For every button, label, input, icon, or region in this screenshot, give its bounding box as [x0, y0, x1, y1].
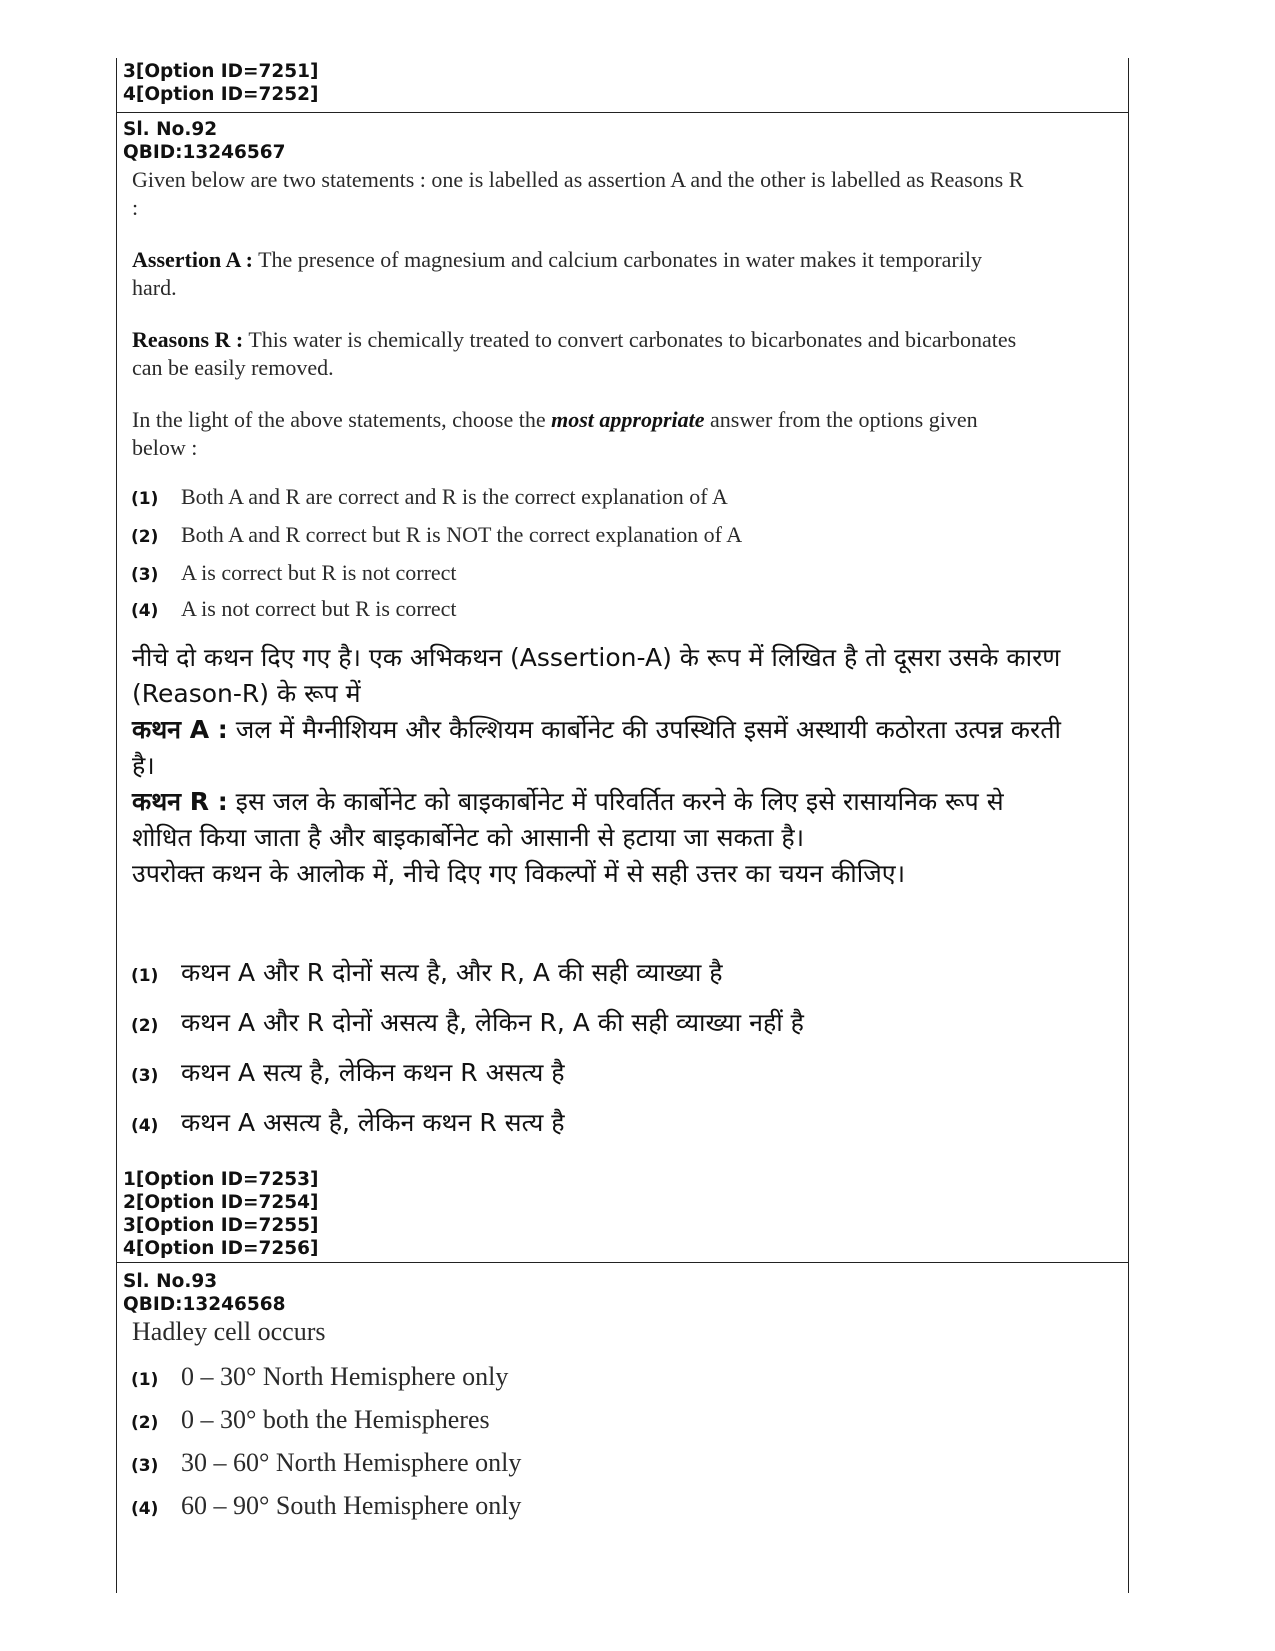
option-text: कथन A और R दोनों असत्य है, लेकिन R, A की सही व्याख्या नहीं है — [181, 1008, 804, 1037]
q93-option-4 — [131, 1491, 521, 1521]
option-id: 1[Option ID=7253] — [123, 1169, 319, 1190]
option-number: (1) — [131, 966, 159, 986]
option-text: 30 – 60° North Hemisphere only — [181, 1448, 522, 1477]
assertion-label: Assertion A : — [132, 247, 253, 272]
q92-assertion — [132, 246, 1032, 302]
serial-number: Sl. No.93 — [123, 1271, 218, 1292]
q92-option-en-1 — [131, 484, 728, 510]
option-number: (3) — [131, 1066, 159, 1086]
q92-option-hi-2 — [131, 1005, 804, 1039]
option-number: (3) — [131, 565, 159, 585]
option-id: 3[Option ID=7255] — [123, 1215, 319, 1236]
option-number: (4) — [131, 1499, 159, 1519]
instruction-text: In the light of the above statements, choose the — [132, 407, 552, 432]
q93-header — [123, 1270, 285, 1316]
divider — [116, 112, 1129, 113]
option-number: (4) — [131, 1116, 159, 1136]
option-text: 60 – 90° South Hemisphere only — [181, 1491, 522, 1520]
option-id: 4[Option ID=7252] — [123, 84, 319, 105]
q92-reason — [132, 326, 1032, 382]
serial-number: Sl. No.92 — [123, 119, 218, 140]
q92-option-hi-4 — [131, 1105, 565, 1139]
option-id: 4[Option ID=7256] — [123, 1238, 319, 1259]
option-text: Both A and R correct but R is NOT the correct explanation of A — [181, 522, 743, 547]
q92-option-en-4 — [131, 596, 457, 622]
option-text: कथन A सत्य है, लेकिन कथन R असत्य है — [181, 1058, 565, 1087]
option-text: कथन A और R दोनों सत्य है, और R, A की सही व्याख्या है — [181, 958, 723, 987]
q93-option-2 — [131, 1405, 490, 1435]
q92-header — [123, 118, 285, 164]
option-number: (2) — [131, 527, 159, 547]
q92-option-hi-1 — [131, 955, 723, 989]
hindi-instruction: उपरोक्त कथन के आलोक में, नीचे दिए गए विकल्पों में से सही उत्तर का चयन कीजिए। — [132, 859, 906, 888]
top-option-ids — [123, 60, 319, 106]
question-bank-id: QBID:13246568 — [123, 1294, 286, 1315]
instruction-text-end: answer from the options given below : — [132, 407, 978, 460]
reason-text: This water is chemically treated to convert carbonates to bicarbonates and bicarbonates can be easily removed. — [132, 327, 1017, 380]
q92-option-en-2 — [131, 522, 742, 548]
option-number: (3) — [131, 1456, 159, 1476]
option-text: कथन A असत्य है, लेकिन कथन R सत्य है — [181, 1108, 565, 1137]
hindi-reason — [132, 784, 1062, 856]
q92-option-ids — [123, 1168, 319, 1260]
hindi-assertion-text: जल में मैग्नीशियम और कैल्शियम कार्बोनेट की उपस्थिति इसमें अस्थायी कठोरता उत्पन्न करती है। — [132, 715, 1061, 780]
hindi-intro: नीचे दो कथन दिए गए है। एक अभिकथन (Assertion-A) के रूप में लिखित है तो दूसरा उसके कारण (Reason-R) के रूप में — [132, 643, 1061, 708]
assertion-text: The presence of magnesium and calcium carbonates in water makes it temporarily hard. — [132, 247, 982, 300]
q93-option-3 — [131, 1448, 521, 1478]
reason-label: Reasons R : — [132, 327, 244, 352]
option-text: 0 – 30° North Hemisphere only — [181, 1362, 509, 1391]
option-number: (1) — [131, 1370, 159, 1390]
question-bank-id: QBID:13246567 — [123, 142, 286, 163]
option-number: (2) — [131, 1016, 159, 1036]
q92-option-hi-3 — [131, 1055, 565, 1089]
q92-option-en-3 — [131, 560, 457, 586]
hindi-reason-label: कथन R : — [132, 787, 228, 816]
option-number: (1) — [131, 489, 159, 509]
option-number: (4) — [131, 601, 159, 621]
q93-question: Hadley cell occurs — [132, 1317, 326, 1346]
hindi-assertion — [132, 712, 1062, 784]
q93-option-1 — [131, 1362, 508, 1392]
option-text: Both A and R are correct and R is the correct explanation of A — [181, 484, 728, 509]
option-id: 2[Option ID=7254] — [123, 1192, 319, 1213]
hindi-reason-text: इस जल के कार्बोनेट को बाइकार्बोनेट में परिवर्तित करने के लिए इसे रासायनिक रूप से शोधित किया जाता है और बाइकार्बोनेट को आसानी से हटाया जा सकता है। — [132, 787, 1004, 852]
q92-hindi-text — [132, 640, 1062, 892]
q92-english-text — [132, 166, 1032, 462]
q92-instruction — [132, 406, 1032, 462]
q92-intro: Given below are two statements : one is labelled as assertion A and the other is labelled as Reasons R : — [132, 167, 1024, 220]
option-text: 0 – 30° both the Hemispheres — [181, 1405, 490, 1434]
instruction-emphasis: most appropriate — [551, 407, 705, 432]
option-number: (2) — [131, 1413, 159, 1433]
option-text: A is correct but R is not correct — [181, 560, 457, 585]
divider — [116, 1262, 1129, 1263]
option-text: A is not correct but R is correct — [181, 596, 457, 621]
hindi-assertion-label: कथन A : — [132, 715, 228, 744]
option-id: 3[Option ID=7251] — [123, 61, 319, 82]
